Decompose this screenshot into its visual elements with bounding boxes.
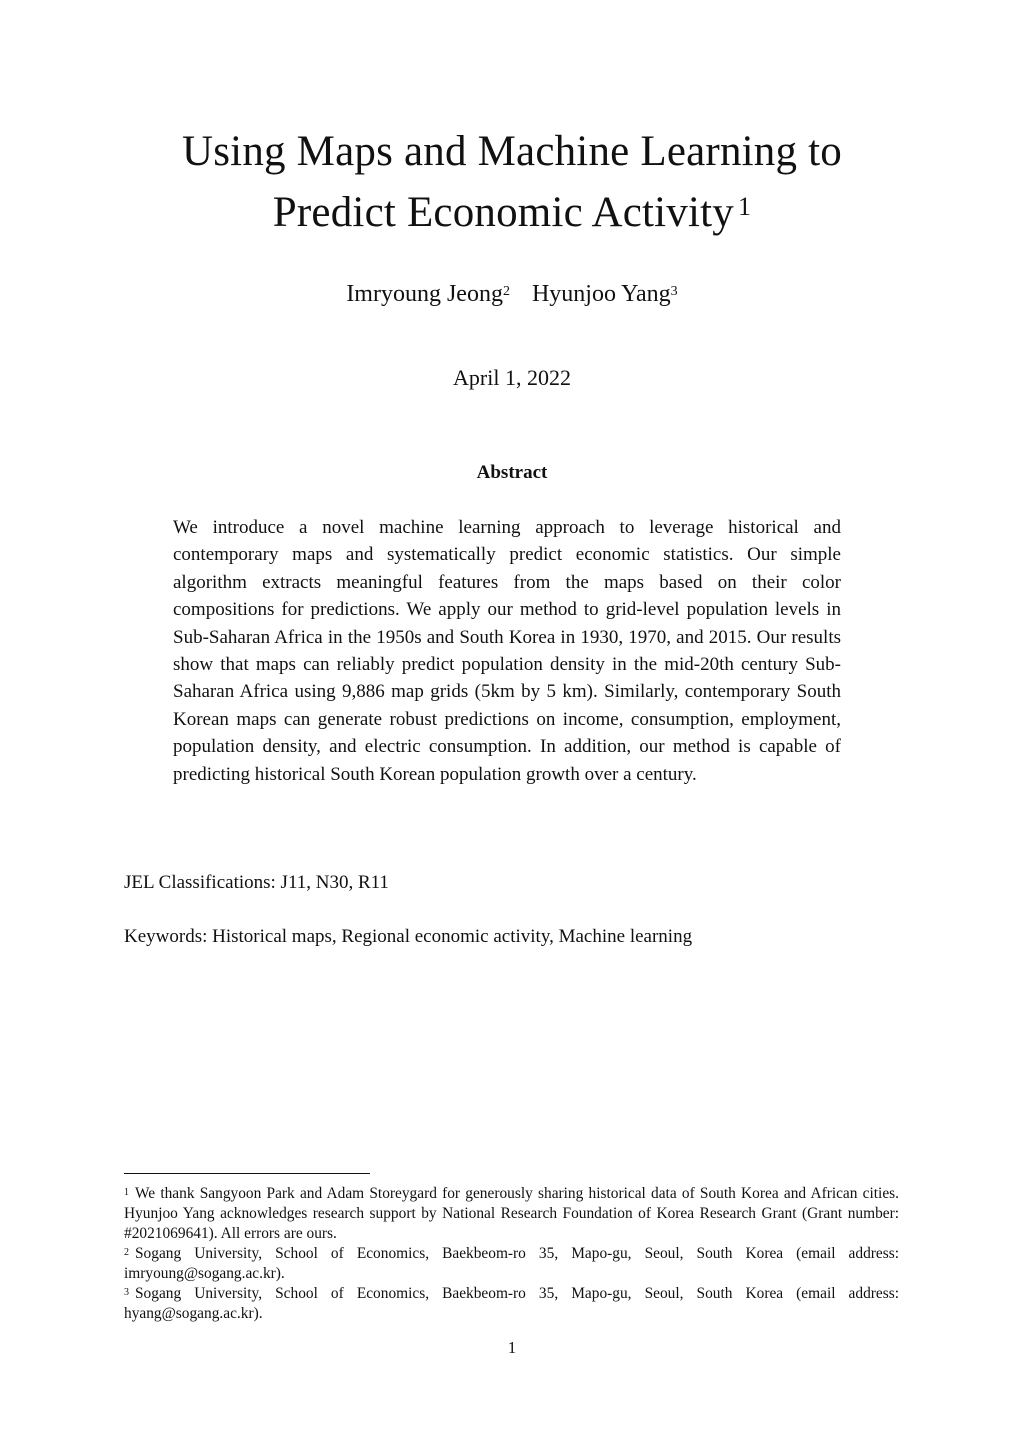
footnote bbox=[124, 1184, 899, 1244]
abstract-body: We introduce a novel machine learning approach to leverage historical and contemporary maps and systematically predict economic statistics. Our simple algorithm extracts meaningful features from the maps based on their color compositions for predictions. We apply our method to grid-level population levels in Sub-Saharan Africa in the 1950s and South Korea in 1930, 1970, and 2015. Our results show that maps can reliably predict population density in the mid-20th century Sub-Saharan Africa using 9,886 map grids (5km by 5 km). Similarly, contemporary South Korean maps can generate robust predictions on income, consumption, employment, population density, and electric consumption. In addition, our method is capable of predicting historical South Korean population growth over a century. bbox=[173, 517, 841, 785]
footnote-text: We thank Sangyoon Park and Adam Storeygard for generously sharing historical data of South Korea and African cities. Hyunjoo Yang acknowledges research support by National Research Foundation of Korea Research Grant (Grant number: #2021069641). All errors are ours. bbox=[124, 1185, 899, 1242]
author-list bbox=[0, 279, 1024, 309]
keywords: Keywords: Historical maps, Regional economic activity, Machine learning bbox=[124, 926, 693, 947]
footnote-text: Sogang University, School of Economics, Baekbeom-ro 35, Mapo-gu, Seoul, South Korea (email address: imryoung@sogang.ac.kr). bbox=[124, 1245, 899, 1282]
footnote-divider bbox=[124, 1173, 370, 1174]
author-footnote-mark: 2 bbox=[502, 284, 510, 299]
footnote-mark: 2 bbox=[124, 1247, 129, 1258]
footnote-mark: 1 bbox=[124, 1187, 129, 1198]
title-line-2 bbox=[0, 188, 1024, 238]
title-text-2: Predict Economic Activity bbox=[272, 189, 734, 236]
abstract-heading: Abstract bbox=[476, 462, 548, 483]
author-name: Imryoung Jeong bbox=[346, 281, 503, 307]
title-line-1 bbox=[0, 127, 1024, 177]
footnote-mark: 3 bbox=[124, 1287, 129, 1298]
publication-date: April 1, 2022 bbox=[453, 365, 571, 390]
footnote bbox=[124, 1284, 899, 1324]
title-footnote-mark: 1 bbox=[737, 192, 752, 221]
footnote-text: Sogang University, School of Economics, Baekbeom-ro 35, Mapo-gu, Seoul, South Korea (email address: hyang@sogang.ac.kr). bbox=[124, 1285, 899, 1322]
footnote bbox=[124, 1244, 899, 1284]
author-name: Hyunjoo Yang bbox=[531, 281, 671, 307]
footnotes bbox=[124, 1184, 899, 1324]
jel-classifications: JEL Classifications: J11, N30, R11 bbox=[124, 872, 389, 893]
title-text-1: Using Maps and Machine Learning to bbox=[181, 128, 842, 175]
page-number: 1 bbox=[507, 1338, 517, 1357]
author-footnote-mark: 3 bbox=[670, 284, 678, 299]
